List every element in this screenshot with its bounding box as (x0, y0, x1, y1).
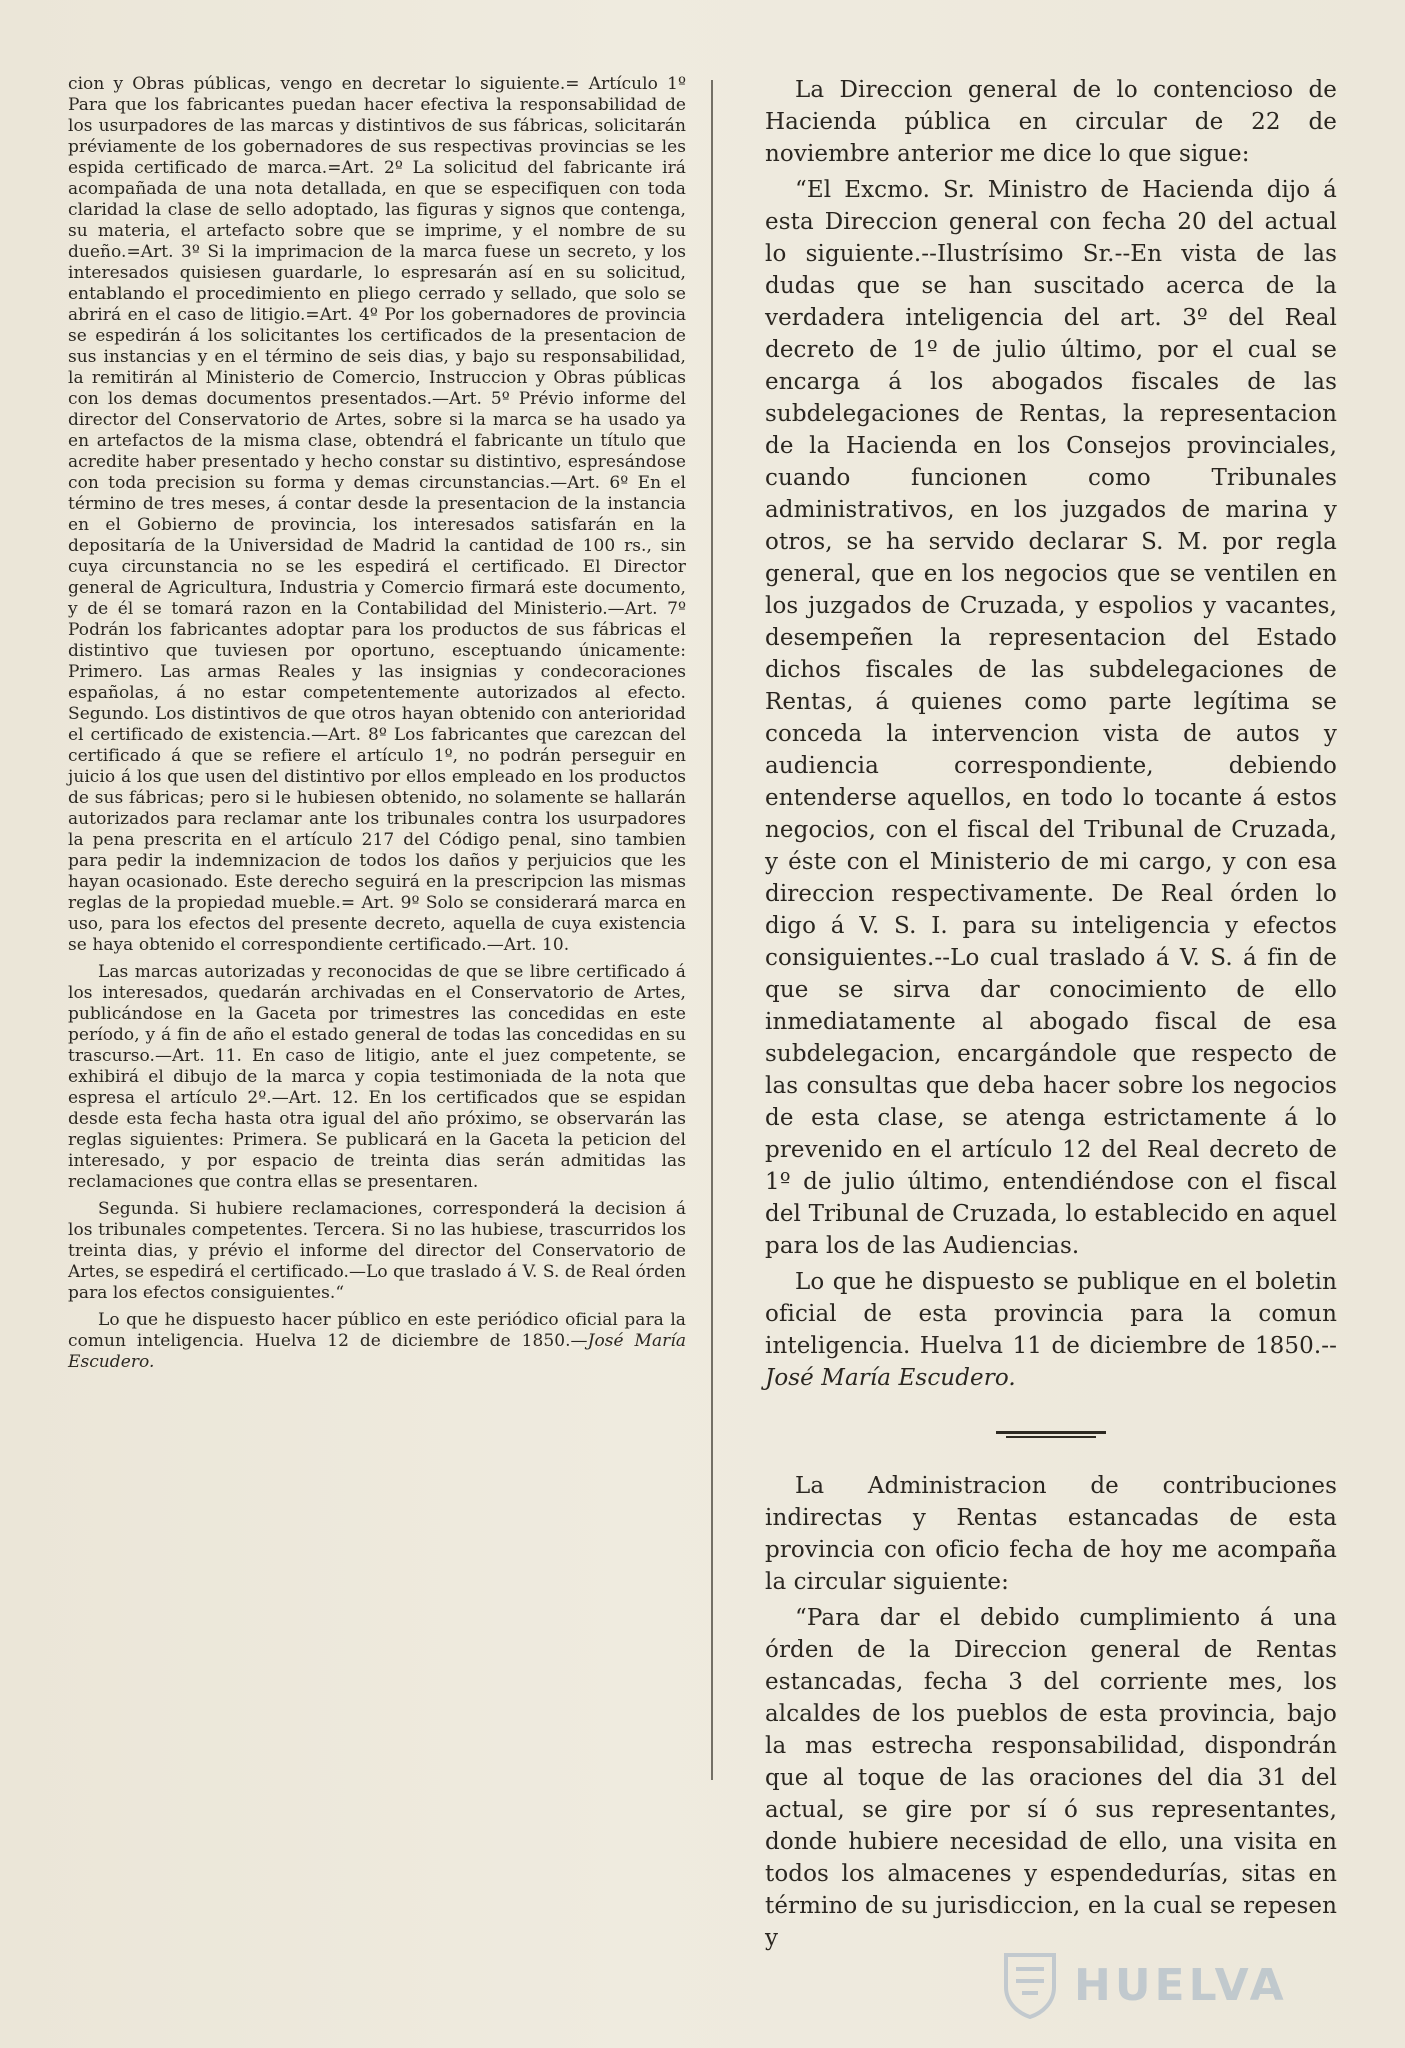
right-closing-text: Lo que he dispuesto se publique en el boletin oficial de esta provincia para la comun inteligencia. Huelva 11 de diciembre de 1850.-- (765, 1269, 1337, 1359)
right-column (765, 74, 1337, 1958)
right-signature: José María Escudero. (765, 1365, 1016, 1391)
left-closing-text: Lo que he dispuesto hacer público en este periódico oficial para la comun inteligencia. Huelva 12 de diciembre de 1850.— (68, 1310, 686, 1351)
left-paragraph-2: Las marcas autorizadas y reconocidas de que se libre certificado á los interesados, quedarán archivadas en el Conservatorio de Artes, publicándose en la Gaceta por trimestres las concedidas en este período, y á fin de año el estado general de todas las concedidas en su trascurso.—Art. 11. En caso de litigio, ante el juez competente, se exhibirá el dibujo de la marca y copia testimoniada de la nota que espresa el artículo 2º.—Art. 12. En los certificados que se espidan desde esta fecha hasta otra igual del año próximo, se observarán las reglas siguientes: Primera. Se publicará en la Gaceta la peticion del interesado, y por espacio de treinta dias serán admitidas las reclamaciones que contra ellas se presentaren. (68, 962, 686, 1192)
left-closing-paragraph (68, 1310, 686, 1373)
right-paragraph-1: La Direccion general de lo contencioso de Hacienda pública en circular de 22 de noviembre anterior me dice lo que sigue: (765, 77, 1337, 167)
column-divider (711, 80, 713, 1780)
left-column (68, 74, 686, 1379)
watermark-text: HUELVA (1074, 1959, 1288, 2011)
shield-emblem-icon (1000, 1951, 1060, 2019)
right-paragraph-2: “El Excmo. Sr. Ministro de Hacienda dijo á esta Direccion general con fecha 20 del actual lo siguiente.--Ilustrísimo Sr.--En vista de las dudas que se han suscitado acerca de la verdadera inteligencia del art. 3º del Real decreto de 1º de julio último, por el cual se encarga á los abogados fiscales de las subdelegaciones de Rentas, la representacion de la Hacienda en los Consejos provinciales, cuando funcionen como Tribunales administrativos, en los juzgados de marina y otros, se ha servido declarar S. M. por regla general, que en los negocios que se ventilen en los juzgados de Cruzada, y espolios y vacantes, desempeñen la representacion del Estado dichos fiscales de las subdelegaciones de Rentas, á quienes como parte legítima se conceda la intervencion vista de autos y audiencia correspondiente, debiendo entenderse aquellos, en todo lo tocante á estos negocios, con el fiscal del Tribunal de Cruzada, y éste con el Ministerio de mi cargo, y con esa direccion respectivamente. De Real órden lo digo á V. S. I. para su inteligencia y efectos consiguientes.--Lo cual traslado á V. S. á fin de que se sirva dar conocimiento de ello inmediatamente al abogado fiscal de esa subdelegacion, encargándole que respecto de las consultas que deba hacer sobre los negocios de esta clase, se atenga estrictamente á lo prevenido en el artículo 12 del Real decreto de 1º de julio último, entendiéndose con el fiscal del Tribunal de Cruzada, lo establecido en aquel para los de las Audiencias. (765, 177, 1337, 1259)
huelva-watermark (1000, 1950, 1360, 2020)
divider-line-bottom (1006, 1436, 1096, 1438)
right-paragraph-4: La Administracion de contribuciones indirectas y Rentas estancadas de esta provincia con oficio fecha de hoy me acompaña la circular siguiente: (765, 1473, 1337, 1595)
right-closing-paragraph (765, 1266, 1337, 1394)
right-paragraph-5: “Para dar el debido cumplimiento á una órden de la Direccion general de Rentas estancadas, fecha 3 del corriente mes, los alcaldes de los pueblos de esta provincia, bajo la mas estrecha responsabilidad, dispondrán que al toque de las oraciones del dia 31 del actual, se gire por sí ó sus representantes, donde hubiere necesidad de ello, una visita en todos los almacenes y espendedurías, sitas en término de su jurisdiccion, en la cual se repesen y (765, 1605, 1337, 1951)
section-divider (996, 1430, 1106, 1440)
divider-line-top (996, 1431, 1106, 1434)
left-paragraph-3: Segunda. Si hubiere reclamaciones, corresponderá la decision á los tribunales competentes. Tercera. Si no las hubiese, trascurridos los treinta dias, y prévio el informe del director del Conservatorio de Artes, se espedirá el certificado.—Lo que traslado á V. S. de Real órden para los efectos consiguientes.“ (68, 1199, 686, 1303)
left-paragraph-1: cion y Obras públicas, vengo en decretar lo siguiente.= Artículo 1º Para que los fabricantes puedan hacer efectiva la responsabilidad de los usurpadores de las marcas y distintivos de sus fábricas, solicitarán préviamente de los gobernadores de sus respectivas provincias se les espida certificado de marca.=Art. 2º La solicitud del fabricante irá acompañada de una nota detallada, en que se especifiquen con toda claridad la clase de sello adoptado, las figuras y signos que contenga, su materia, el artefacto sobre que se imprime, y el nombre de su dueño.=Art. 3º Si la imprimacion de la marca fuese un secreto, y los interesados quisiesen guardarle, lo espresarán así en su solicitud, entablando el procedimiento en pliego cerrado y sellado, que solo se abrirá en el caso de litigio.=Art. 4º Por los gobernadores de provincia se espedirán á los solicitantes los certificados de la presentacion de sus instancias y en el término de seis dias, y bajo su responsabilidad, la remitirán al Ministerio de Comercio, Instruccion y Obras públicas con los demas documentos presentados.—Art. 5º Prévio informe del director del Conservatorio de Artes, sobre si la marca se ha usado ya en artefactos de la misma clase, obtendrá el fabricante un título que acredite haber presentado y hecho constar su distintivo, espresándose con toda precision su forma y demas circunstancias.—Art. 6º En el término de tres meses, á contar desde la presentacion de la instancia en el Gobierno de provincia, los interesados satisfarán en la depositaría de la Universidad de Madrid la cantidad de 100 rs., sin cuya circunstancia no se les espedirá el certificado. El Director general de Agricultura, Industria y Comercio firmará este documento, y de él se tomará razon en la Contabilidad del Ministerio.—Art. 7º Podrán los fabricantes adoptar para los productos de sus fábricas el distintivo que tuviesen por oportuno, esceptuando únicamente: Primero. Las armas Reales y las insignias y condecoraciones españolas, á no estar competentemente autorizados al efecto. Segundo. Los distintivos de que otros hayan obtenido con anterioridad el certificado de existencia.—Art. 8º Los fabricantes que carezcan del certificado á que se refiere el artículo 1º, no podrán perseguir en juicio á los que usen del distintivo por ellos empleado en los productos de sus fábricas; pero si le hubiesen obtenido, no solamente se hallarán autorizados para reclamar ante los tribunales contra los usurpadores la pena prescrita en el artículo 217 del Código penal, sino tambien para pedir la indemnizacion de todos los daños y perjuicios que les hayan ocasionado. Este derecho seguirá en la prescripcion las mismas reglas de la propiedad mueble.= Art. 9º Solo se considerará marca en uso, para los efectos del presente decreto, aquella de cuya existencia se haya obtenido el correspondiente certificado.—Art. 10. (68, 74, 686, 955)
left-signature: José María Escudero. (68, 1331, 687, 1372)
